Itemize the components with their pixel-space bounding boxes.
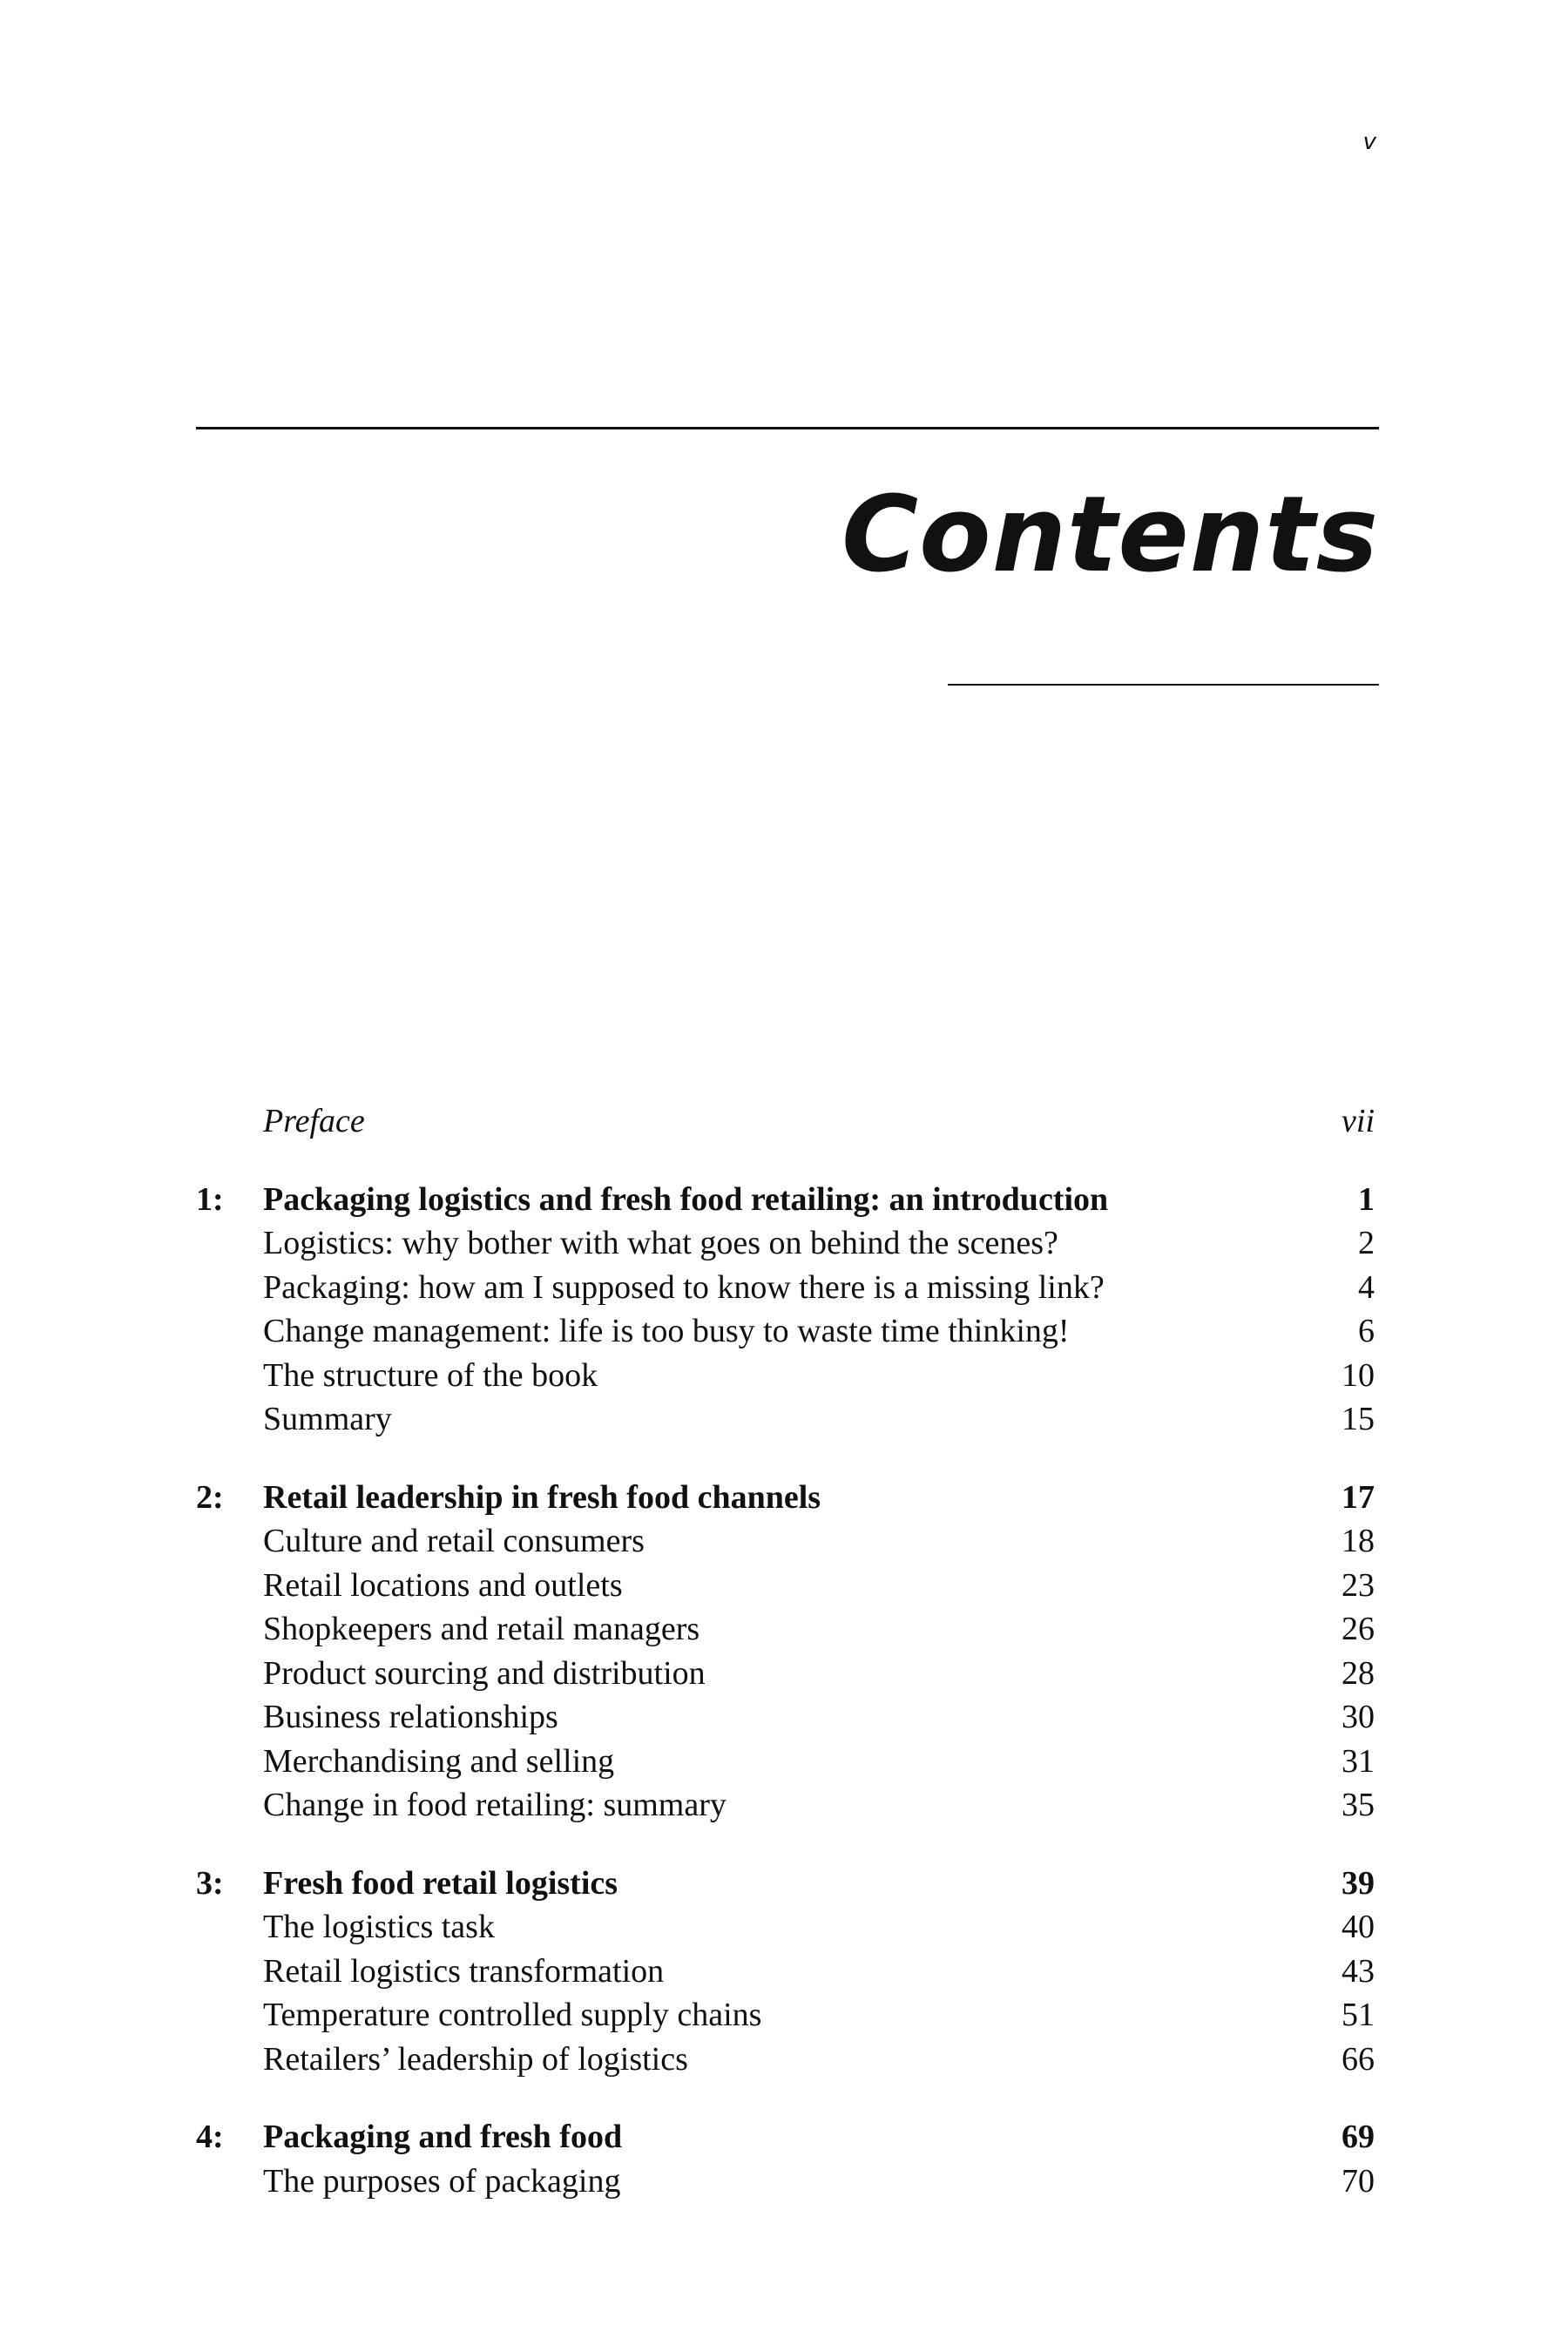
toc-section[interactable] <box>196 1905 1379 1950</box>
toc-section[interactable] <box>196 1519 1379 1564</box>
section-title: Change in food retailing: summary <box>263 1787 727 1823</box>
chapter-number: 4: <box>196 2119 224 2155</box>
chapter-title: Fresh food retail logistics <box>263 1864 618 1902</box>
toc-chapter-1[interactable] <box>196 1178 1379 1222</box>
toc-section[interactable] <box>196 2038 1379 2082</box>
section-title: Retail logistics transformation <box>263 1952 665 1990</box>
section-title: Summary <box>263 1401 392 1437</box>
toc-section[interactable] <box>196 1652 1379 1696</box>
section-page: 18 <box>1342 1523 1375 1559</box>
section-page: 23 <box>1342 1566 1375 1604</box>
section-title: Shopkeepers and retail managers <box>263 1611 700 1647</box>
section-page: 15 <box>1342 1401 1375 1437</box>
toc-entry-preface[interactable] <box>196 1099 1379 1144</box>
toc-section[interactable] <box>196 1221 1379 1266</box>
section-title: Logistics: why bother with what goes on behind the scenes? <box>263 1225 1058 1261</box>
section-title: Packaging: how am I supposed to know there is a missing link? <box>263 1268 1105 1306</box>
section-page: 51 <box>1342 1997 1375 2033</box>
section-page: 31 <box>1342 1742 1375 1780</box>
chapter-page: 69 <box>1342 2119 1375 2155</box>
toc-section[interactable] <box>196 1607 1379 1652</box>
chapter-number: 3: <box>196 1864 224 1902</box>
section-page: 4 <box>1358 1268 1375 1306</box>
top-rule <box>196 427 1379 429</box>
toc-section[interactable] <box>196 1993 1379 2038</box>
section-title: Merchandising and selling <box>263 1742 615 1780</box>
toc-section[interactable] <box>196 1397 1379 1442</box>
section-title: Business relationships <box>263 1699 558 1735</box>
toc-chapter-3[interactable] <box>196 1862 1379 1906</box>
toc-section[interactable] <box>196 1695 1379 1740</box>
toc-chapter-4[interactable] <box>196 2115 1379 2159</box>
page-number: v <box>1362 129 1376 155</box>
toc-section[interactable] <box>196 1309 1379 1354</box>
section-title: The purposes of packaging <box>263 2162 621 2200</box>
section-page: 6 <box>1358 1313 1375 1349</box>
section-page: 30 <box>1342 1699 1375 1735</box>
section-title: Product sourcing and distribution <box>263 1654 706 1692</box>
chapter-page: 1 <box>1358 1180 1375 1218</box>
section-title: Culture and retail consumers <box>263 1523 645 1559</box>
chapter-title: Packaging logistics and fresh food retailing: an introduction <box>263 1180 1109 1218</box>
toc-section[interactable] <box>196 1950 1379 1994</box>
toc-section[interactable] <box>196 1266 1379 1310</box>
chapter-page: 17 <box>1342 1478 1375 1516</box>
section-page: 40 <box>1342 1909 1375 1945</box>
section-title: Retailers’ leadership of logistics <box>263 2040 688 2078</box>
section-page: 70 <box>1342 2162 1375 2200</box>
toc-section[interactable] <box>196 1564 1379 1608</box>
section-page: 26 <box>1342 1611 1375 1647</box>
toc-chapter-2[interactable] <box>196 1476 1379 1520</box>
toc-section[interactable] <box>196 1783 1379 1828</box>
section-title: Retail locations and outlets <box>263 1566 623 1604</box>
toc-entry-title: Preface <box>263 1103 365 1139</box>
section-page: 66 <box>1342 2040 1375 2078</box>
chapter-page: 39 <box>1342 1864 1375 1902</box>
chapter-number: 2: <box>196 1478 224 1516</box>
section-title: Temperature controlled supply chains <box>263 1997 762 2033</box>
chapter-title: Packaging and fresh food <box>263 2119 623 2155</box>
toc-entry-page: vii <box>1342 1103 1375 1139</box>
section-page: 2 <box>1358 1225 1375 1261</box>
toc-section[interactable] <box>196 2159 1379 2204</box>
toc-section[interactable] <box>196 1354 1379 1398</box>
chapter-number: 1: <box>196 1180 224 1218</box>
page-title: Contents <box>841 475 1379 596</box>
section-page: 28 <box>1342 1654 1375 1692</box>
chapter-title: Retail leadership in fresh food channels <box>263 1478 821 1516</box>
toc-section[interactable] <box>196 1740 1379 1784</box>
table-of-contents <box>196 1099 1379 2203</box>
title-underline <box>948 684 1379 686</box>
section-title: The structure of the book <box>263 1356 598 1394</box>
section-page: 35 <box>1342 1787 1375 1823</box>
section-title: The logistics task <box>263 1909 495 1945</box>
section-page: 10 <box>1342 1356 1375 1394</box>
section-title: Change management: life is too busy to waste time thinking! <box>263 1313 1070 1349</box>
section-page: 43 <box>1342 1952 1375 1990</box>
